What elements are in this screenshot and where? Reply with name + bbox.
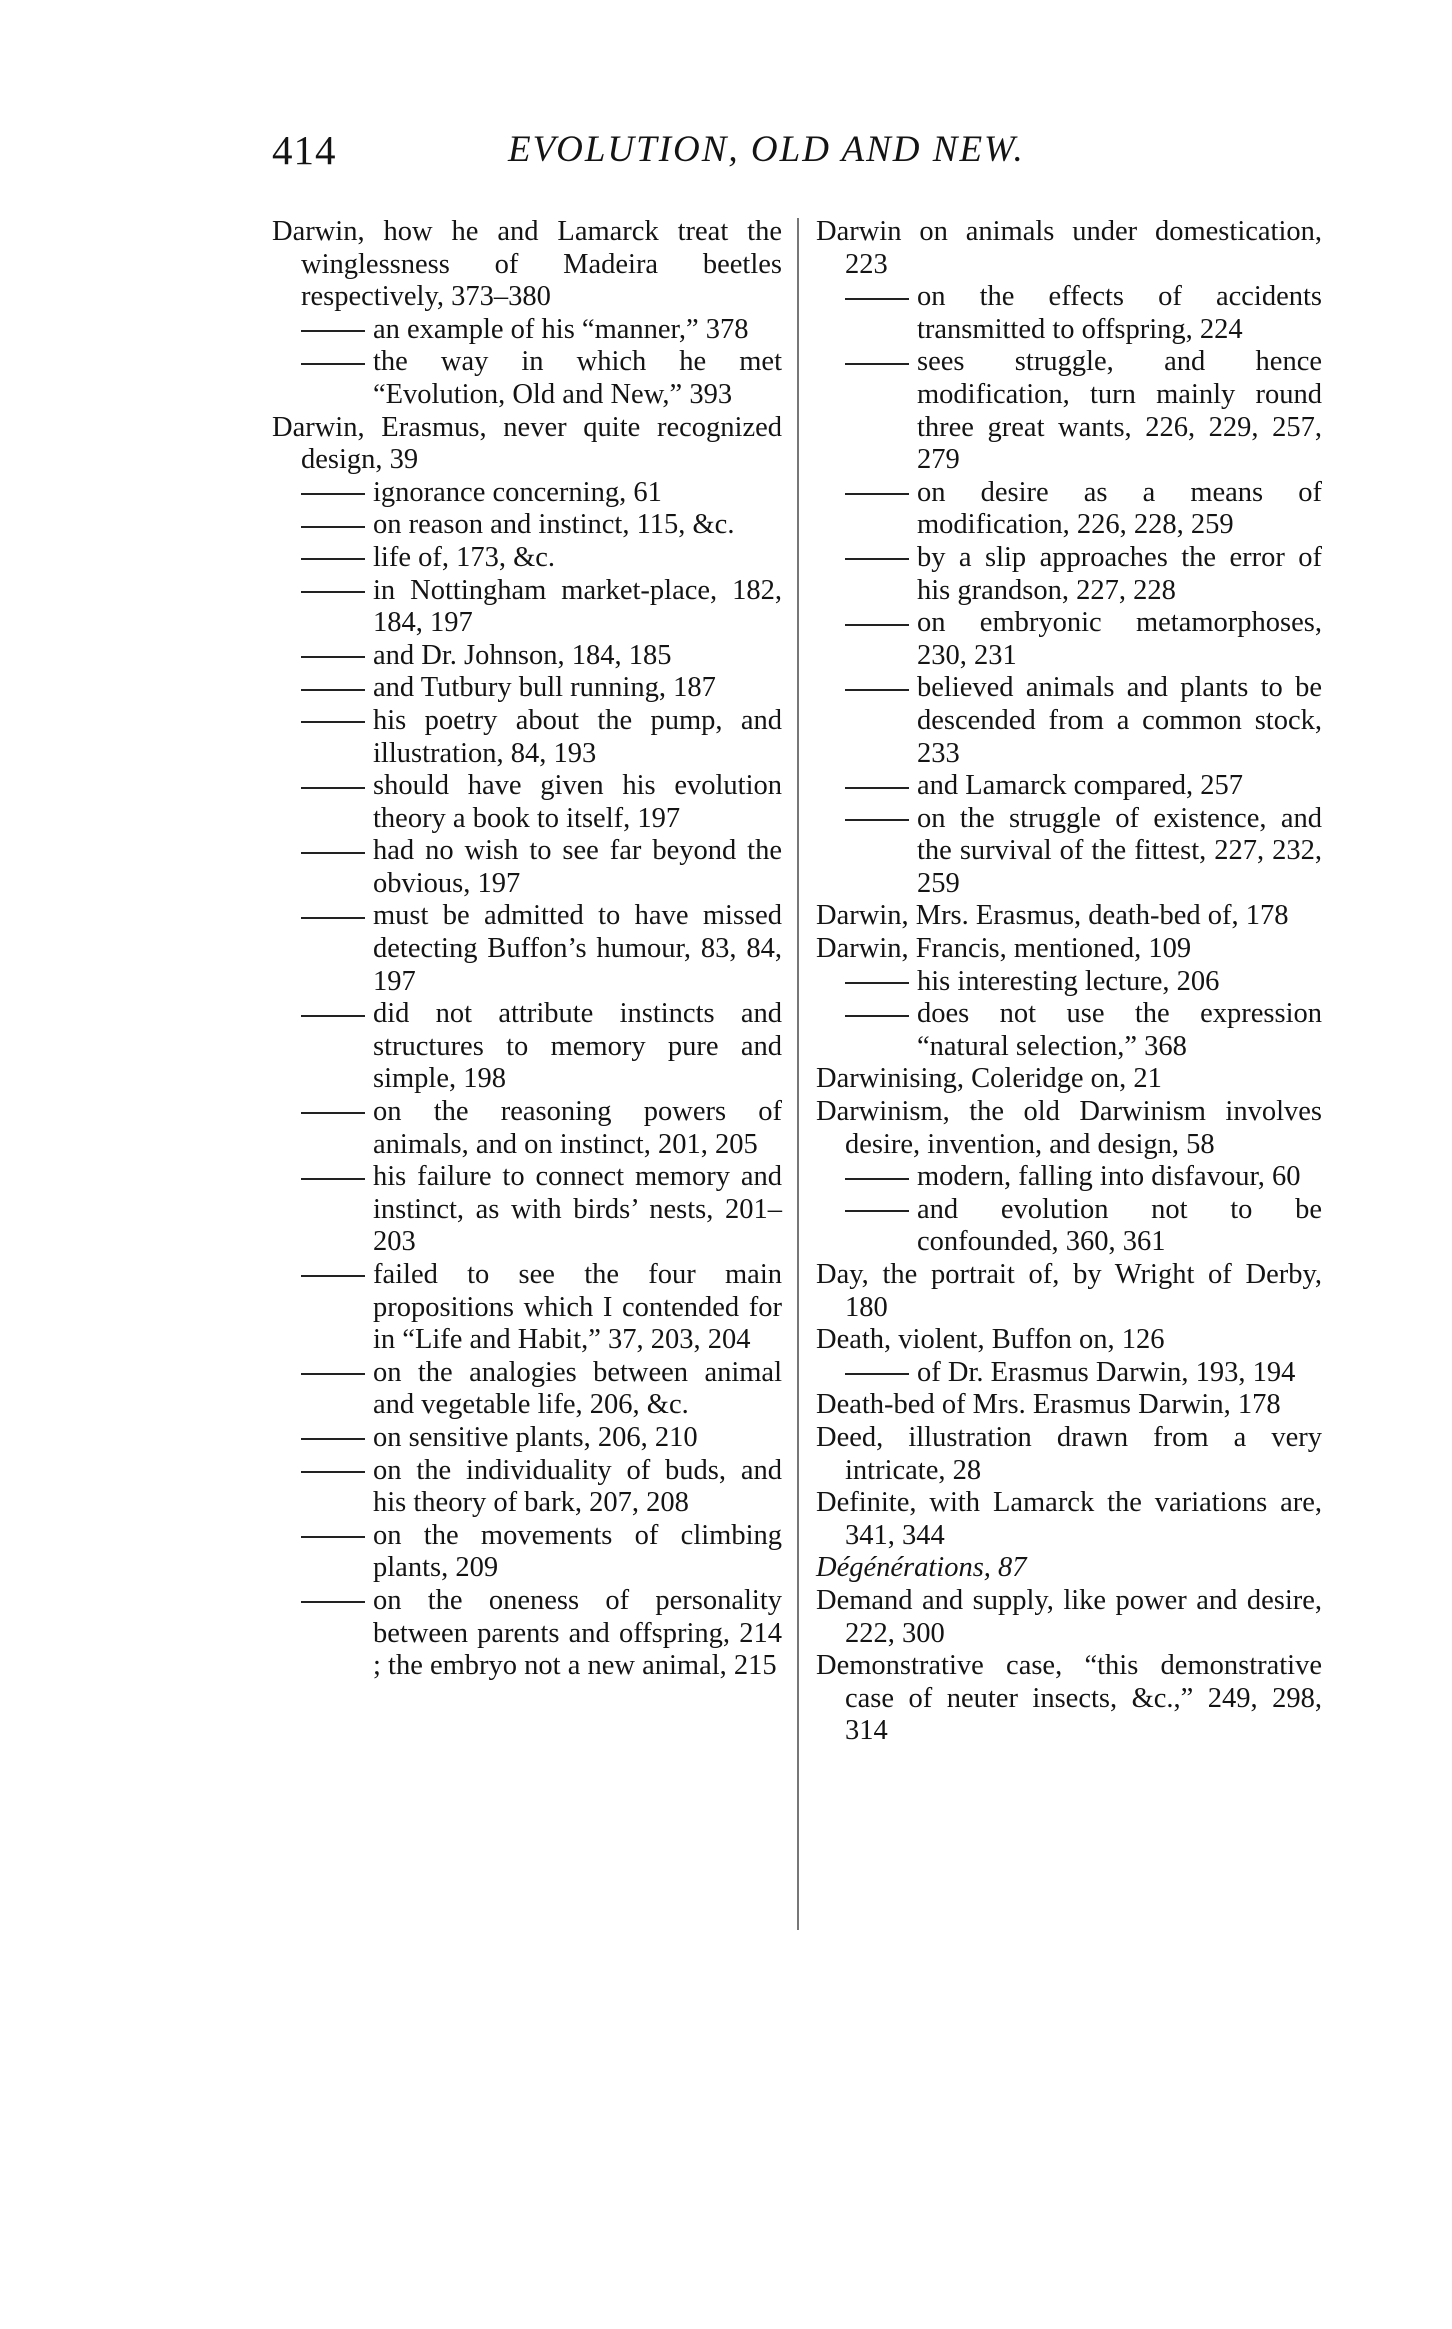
index-subentry: [816, 672, 1322, 770]
entry-text: had no wish to see far beyond the obvious, 197: [373, 835, 782, 899]
index-entry: [272, 412, 782, 477]
entry-text: does not use the expression “natural selection,” 368: [917, 998, 1322, 1062]
entry-text: Darwinising, Coleridge on, 21: [816, 1063, 1162, 1095]
entry-text: ignorance concerning, 61: [373, 476, 662, 508]
ditto-dash: [301, 363, 365, 365]
ditto-dash: [301, 526, 365, 528]
ditto-dash: [845, 1015, 909, 1017]
running-title: EVOLUTION, OLD AND NEW.: [508, 129, 1025, 170]
index-entry: [816, 1096, 1322, 1161]
entry-text: and Lamarck compared, 257: [917, 770, 1244, 802]
entry-text: on the effects of accidents transmitted to offspring, 224: [917, 281, 1322, 345]
entry-text: on desire as a means of modification, 226, 228, 259: [917, 476, 1322, 541]
index-subentry: [816, 770, 1322, 803]
entry-text: Demand and supply, like power and desire, 222, 300: [816, 1584, 1322, 1649]
entry-text: Darwin, Francis, mentioned, 109: [816, 933, 1192, 965]
entry-text: his interesting lecture, 206: [917, 965, 1220, 997]
index-entry: [816, 1585, 1322, 1650]
entry-text: Death-bed of Mrs. Erasmus Darwin, 178: [816, 1389, 1281, 1421]
index-subentry: [272, 900, 782, 998]
column-divider: [797, 218, 799, 1930]
ditto-dash: [845, 363, 909, 365]
ditto-dash: [301, 852, 365, 854]
index-subentry: [272, 542, 782, 575]
entry-text: Definite, with Lamarck the variations are, 341, 344: [816, 1487, 1322, 1551]
entry-text: on the movements of climbing plants, 209: [373, 1519, 782, 1584]
entry-text: Demonstrative case, “this demonstrative case of neuter insects, &c.,” 249, 298, 314: [816, 1650, 1322, 1747]
index-entry: [816, 1422, 1322, 1487]
entry-text: did not attribute instincts and structures to memory pure and simple, 198: [373, 998, 782, 1095]
ditto-dash: [301, 1536, 365, 1538]
ditto-dash: [845, 1373, 909, 1375]
index-subentry: [816, 281, 1322, 346]
entry-text: the way in which he met “Evolution, Old and New,” 393: [373, 346, 782, 410]
index-subentry: [272, 346, 782, 411]
index-subentry: [272, 1259, 782, 1357]
entry-text: modern, falling into disfavour, 60: [917, 1161, 1301, 1193]
index-subentry: [816, 1357, 1322, 1390]
entry-text: of Dr. Erasmus Darwin, 193, 194: [917, 1356, 1296, 1388]
index-subentry: [816, 966, 1322, 999]
entry-text: by a slip approaches the error of his grandson, 227, 228: [917, 541, 1322, 606]
entry-text: on the individuality of buds, and his theory of bark, 207, 208: [373, 1454, 782, 1519]
index-subentry: [816, 542, 1322, 607]
ditto-dash: [301, 656, 365, 658]
index-subentry: [272, 835, 782, 900]
entry-text: Darwin on animals under domestication, 223: [816, 216, 1322, 280]
ditto-dash: [845, 558, 909, 560]
index-subentry: [816, 607, 1322, 672]
index-subentry: [816, 803, 1322, 901]
index-entry: [816, 1487, 1322, 1552]
ditto-dash: [845, 298, 909, 300]
index-column-right: [816, 216, 1322, 1748]
index-subentry: [816, 998, 1322, 1063]
entry-text: life of, 173, &c.: [373, 541, 556, 573]
ditto-dash: [845, 982, 909, 984]
ditto-dash: [845, 1178, 909, 1180]
entry-text: on embryonic metamorphoses, 230, 231: [917, 607, 1322, 671]
entry-text: on reason and instinct, 115, &c.: [373, 509, 735, 541]
ditto-dash: [301, 591, 365, 593]
ditto-dash: [845, 1210, 909, 1212]
entry-text: Dégénérations, 87: [816, 1552, 1027, 1584]
index-entry: [816, 900, 1322, 933]
ditto-dash: [301, 1471, 365, 1473]
index-subentry: [272, 1455, 782, 1520]
ditto-dash: [301, 558, 365, 560]
ditto-dash: [301, 1438, 365, 1440]
ditto-dash: [301, 787, 365, 789]
index-subentry: [272, 1096, 782, 1161]
index-entry: [816, 1389, 1322, 1422]
ditto-dash: [301, 689, 365, 691]
index-subentry: [272, 1357, 782, 1422]
index-subentry: [272, 1520, 782, 1585]
index-subentry: [272, 575, 782, 640]
ditto-dash: [301, 1015, 365, 1017]
index-subentry: [272, 640, 782, 673]
entry-text: Day, the portrait of, by Wright of Derby, 180: [816, 1259, 1322, 1323]
entry-text: Darwin, Mrs. Erasmus, death-bed of, 178: [816, 900, 1289, 932]
index-subentry: [272, 998, 782, 1096]
index-subentry: [272, 770, 782, 835]
entry-text: and Dr. Johnson, 184, 185: [373, 639, 672, 671]
index-entry: [816, 1063, 1322, 1096]
ditto-dash: [301, 721, 365, 723]
entry-text: in Nottingham market-place, 182, 184, 197: [373, 574, 782, 639]
index-subentry: [816, 346, 1322, 476]
index-subentry: [816, 477, 1322, 542]
entry-text: on the oneness of personality between parents and offspring, 214 ; the embryo not a new animal, 215: [373, 1584, 782, 1682]
entry-text: and Tutbury bull running, 187: [373, 672, 716, 704]
ditto-dash: [301, 1601, 365, 1603]
entry-text: Deed, illustration drawn from a very intricate, 28: [816, 1421, 1322, 1486]
entry-text: an example of his “manner,” 378: [373, 313, 749, 345]
index-subentry: [816, 1161, 1322, 1194]
index-subentry: [272, 314, 782, 347]
entry-text: on the struggle of existence, and the survival of the fittest, 227, 232, 259: [917, 802, 1322, 899]
page-number: 414: [272, 127, 337, 173]
page-header: [272, 126, 1312, 174]
index-entry: [816, 1650, 1322, 1748]
index-entry: [816, 933, 1322, 966]
ditto-dash: [301, 1373, 365, 1375]
ditto-dash: [301, 330, 365, 332]
entry-text: his poetry about the pump, and illustration, 84, 193: [373, 704, 782, 769]
ditto-dash: [845, 819, 909, 821]
entry-text: believed animals and plants to be descended from a common stock, 233: [917, 672, 1322, 769]
entry-text: Darwin, how he and Lamarck treat the winglessness of Madeira beetles respectively, 373–380: [272, 216, 782, 313]
entry-text: and evolution not to be confounded, 360, 361: [917, 1193, 1322, 1258]
ditto-dash: [845, 624, 909, 626]
ditto-dash: [845, 787, 909, 789]
index-subentry: [272, 705, 782, 770]
index-subentry: [272, 1585, 782, 1683]
index-subentry: [272, 509, 782, 542]
ditto-dash: [301, 493, 365, 495]
entry-text: should have given his evolution theory a book to itself, 197: [373, 770, 782, 834]
index-entry: [816, 216, 1322, 281]
entry-text: Darwinism, the old Darwinism involves desire, invention, and design, 58: [816, 1096, 1322, 1160]
index-subentry: [272, 1422, 782, 1455]
entry-text: must be admitted to have missed detecting Buffon’s humour, 83, 84, 197: [373, 900, 782, 997]
ditto-dash: [301, 917, 365, 919]
index-entry: [816, 1259, 1322, 1324]
entry-text: Darwin, Erasmus, never quite recognized design, 39: [272, 411, 782, 476]
ditto-dash: [301, 1178, 365, 1180]
ditto-dash: [301, 1112, 365, 1114]
ditto-dash: [845, 493, 909, 495]
index-subentry: [272, 672, 782, 705]
entry-text: Death, violent, Buffon on, 126: [816, 1324, 1165, 1356]
ditto-dash: [845, 689, 909, 691]
entry-text: sees struggle, and hence modification, turn mainly round three great wants, 226, 229, 257, 279: [917, 346, 1322, 476]
ditto-dash: [301, 1275, 365, 1277]
entry-text: on sensitive plants, 206, 210: [373, 1421, 698, 1453]
index-column-left: [272, 216, 782, 1683]
index-entry: [816, 1552, 1322, 1585]
index-subentry: [272, 477, 782, 510]
index-entry: [816, 1324, 1322, 1357]
index-subentry: [272, 1161, 782, 1259]
entry-text: on the analogies between animal and vegetable life, 206, &c.: [373, 1356, 782, 1421]
index-entry: [272, 216, 782, 314]
entry-text: failed to see the four main propositions which I contended for in “Life and Habit,” 37, 203, 204: [373, 1259, 782, 1356]
index-subentry: [816, 1194, 1322, 1259]
entry-text: on the reasoning powers of animals, and on instinct, 201, 205: [373, 1096, 782, 1160]
entry-text: his failure to connect memory and instinct, as with birds’ nests, 201–203: [373, 1161, 782, 1258]
